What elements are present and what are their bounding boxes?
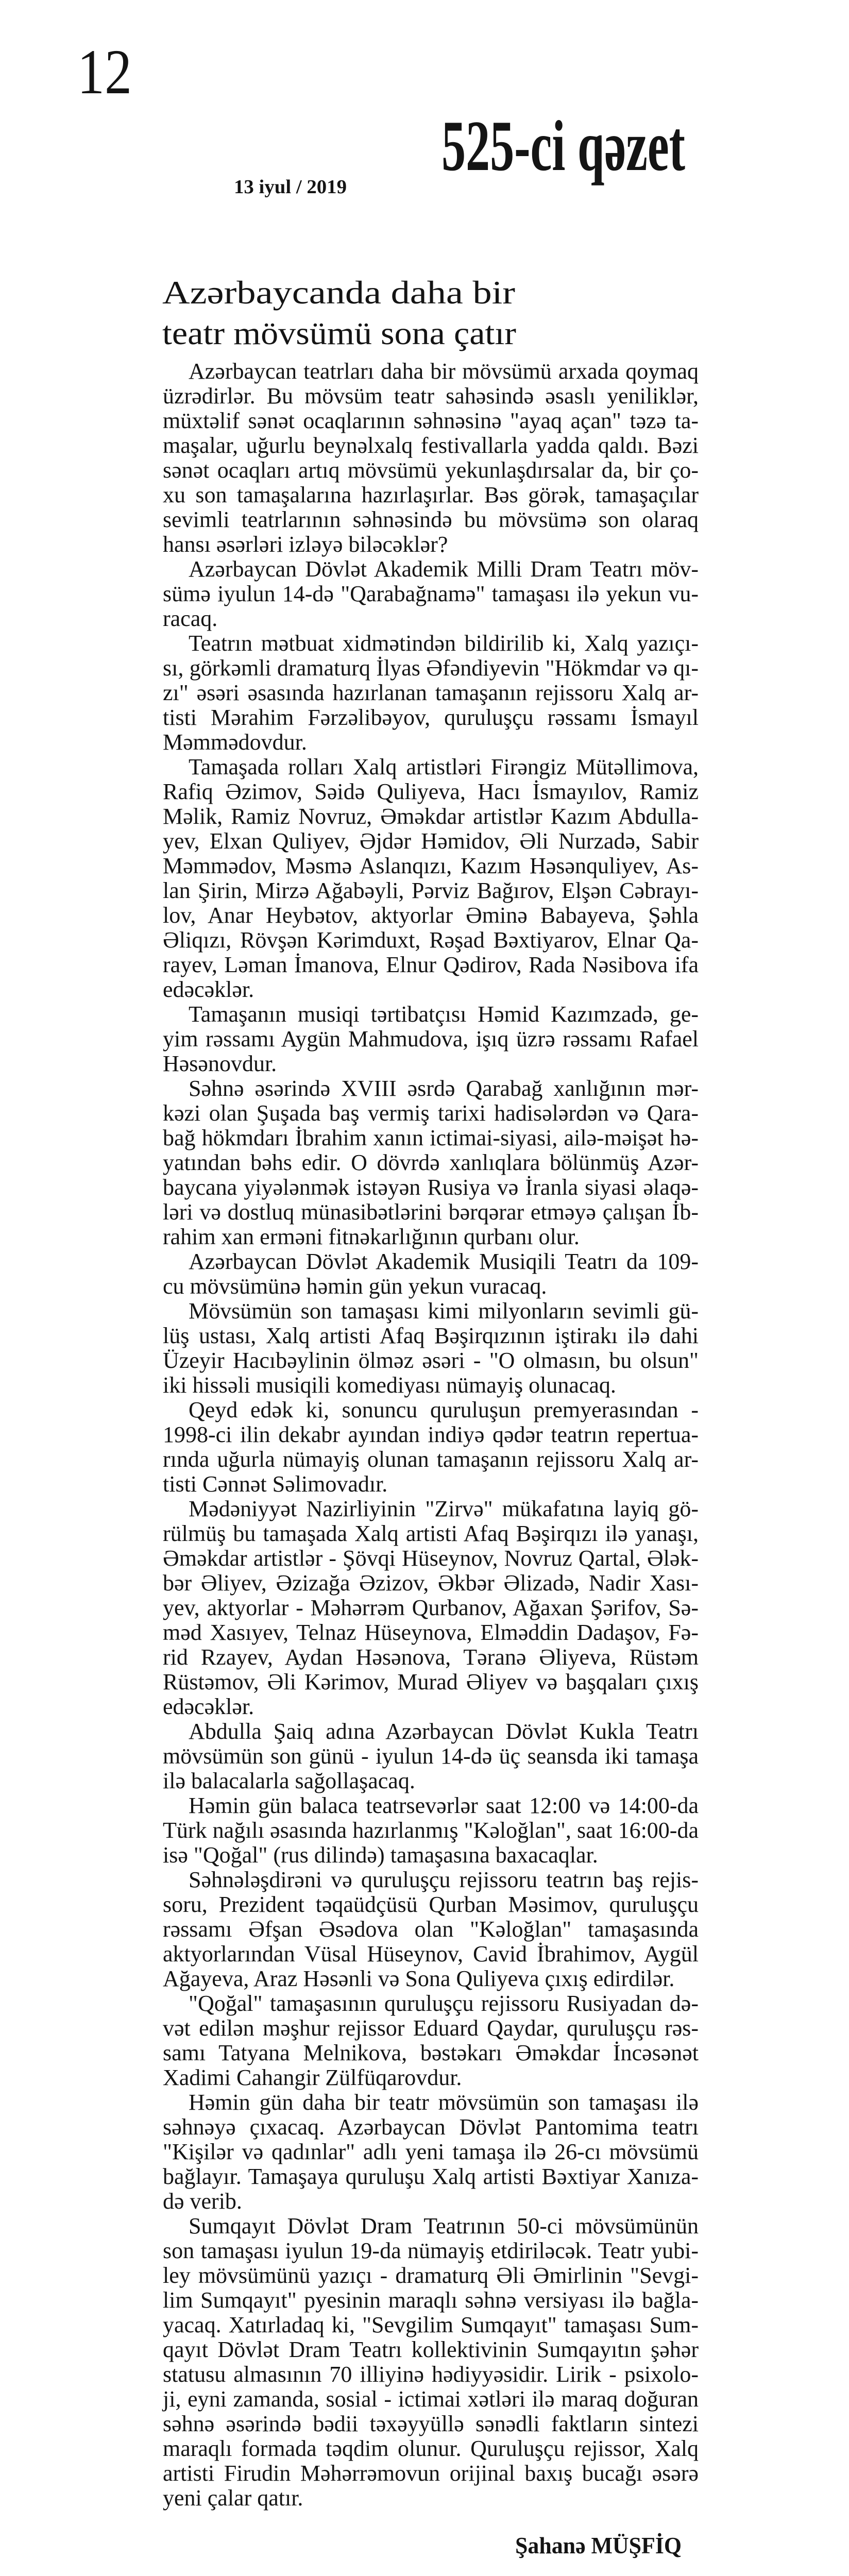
- paragraph-line: Səhnələşdirəni və quruluşçu rejissoru teatrın baş rejis-: [189, 1867, 699, 1892]
- article-paragraph: [163, 1991, 699, 2090]
- paragraph-line: hansı əsərləri izləyə biləcəklər?: [163, 532, 448, 557]
- paragraph-line: Qeyd edək ki, sonuncu quruluşun premyerasından -: [189, 1397, 699, 1422]
- paragraph-line: Tamaşada rolları Xalq artistləri Firəngiz Mütəllimova,: [189, 754, 699, 779]
- paragraph-line: vət edilən məşhur rejissor Eduard Qaydar, quruluşçu rəs-: [163, 2015, 699, 2041]
- paragraph-line: samı Tatyana Melnikova, bəstəkarı Əməkdar İncəsənət: [163, 2040, 699, 2065]
- paragraph-line: "Qoğal" tamaşasının quruluşçu rejissoru Rusiyadan də-: [189, 1991, 699, 2016]
- paragraph-line: Məmmədovdur.: [163, 730, 307, 755]
- page-number: 12: [77, 37, 132, 107]
- paragraph-line: rid Rzayev, Aydan Həsənova, Təranə Əliyeva, Rüstəm: [163, 1645, 699, 1670]
- paragraph-line: tisti Cənnət Səlimovadır.: [163, 1471, 388, 1497]
- paragraph-line: Abdulla Şaiq adına Azərbaycan Dövlət Kukla Teatrı: [189, 1719, 699, 1744]
- paragraph-line: sümə iyulun 14-də "Qarabağnamə" tamaşası ilə yekun vu-: [163, 581, 699, 606]
- paragraph-line: bağ hökmdarı İbrahim xanın ictimai-siyasi, ailə-məişət hə-: [163, 1125, 699, 1150]
- paragraph-line: məd Xasıyev, Telnaz Hüseynova, Elməddin Dadaşov, Fə-: [163, 1620, 699, 1645]
- paragraph-line: rahim xan erməni fitnəkarlığının qurbanı olur.: [163, 1224, 580, 1249]
- paragraph-line: üzrədirlər. Bu mövsüm teatr sahəsində əsaslı yeniliklər,: [163, 383, 699, 409]
- paragraph-line: lan Şirin, Mirzə Ağabəyli, Pərviz Bağırov, Elşən Cəbrayı-: [163, 878, 699, 903]
- paragraph-line: ji, eyni zamanda, sosial - ictimai xətləri ilə maraq doğuran: [163, 2386, 699, 2412]
- paragraph-line: qayıt Dövlət Dram Teatrı kollektivinin Sumqayıtın şəhər: [163, 2337, 699, 2362]
- paragraph-line: maşalar, uğurlu beynəlxalq festivallarla yadda qaldı. Bəzi: [163, 433, 699, 458]
- paragraph-line: Ağayeva, Araz Həsənli və Sona Quliyeva çıxış edirdilər.: [163, 1966, 675, 1991]
- paragraph-line: səhnəyə çıxacaq. Azərbaycan Dövlət Pantomima teatrı: [163, 2114, 699, 2140]
- paragraph-line: racaq.: [163, 606, 218, 631]
- newspaper-masthead: 525-ci qəzet: [442, 106, 685, 186]
- paragraph-line: səhnə əsərində bədii təxəyyüllə sənədli faktların sintezi: [163, 2411, 699, 2436]
- paragraph-line: Azərbaycan teatrları daha bir mövsümü arxada qoymaq: [189, 359, 699, 384]
- paragraph-line: yacaq. Xatırladaq ki, "Sevgilim Sumqayıt" tamaşası Sum-: [163, 2312, 699, 2337]
- paragraph-line: maraqlı formada təqdim olunur. Quruluşçu rejissor, Xalq: [163, 2436, 699, 2461]
- paragraph-line: də verib.: [163, 2189, 242, 2214]
- paragraph-line: iki hissəli musiqili komediyası nümayiş olunacaq.: [163, 1372, 616, 1398]
- paragraph-line: soru, Prezident təqaüdçüsü Qurban Məsimov, quruluşçu: [163, 1892, 699, 1917]
- paragraph-line: baycana yiyələnmək istəyən Rusiya və İranla siyasi əlaqə-: [163, 1175, 699, 1200]
- paragraph-line: Tamaşanın musiqi tərtibatçısı Həmid Kazımzadə, ge-: [189, 1002, 699, 1027]
- paragraph-line: yev, Elxan Quliyev, Əjdər Həmidov, Əli Nurzadə, Sabir: [163, 828, 699, 854]
- paragraph-line: kəzi olan Şuşada baş vermiş tarixi hadisələrdən və Qara-: [163, 1100, 699, 1126]
- paragraph-line: Səhnə əsərində XVIII əsrdə Qarabağ xanlığının mər-: [189, 1076, 699, 1101]
- paragraph-line: rəssamı Əfşan Əsədova olan "Kəloğlan" tamaşasında: [163, 1917, 699, 1942]
- paragraph-line: mövsümün son günü - iyulun 14-də üç seansda iki tamaşa: [163, 1743, 699, 1769]
- paragraph-line: rayev, Ləman İmanova, Elnur Qədirov, Rada Nəsibova ifa: [163, 952, 699, 977]
- article-paragraph: [163, 1497, 699, 1719]
- paragraph-line: Əliqızı, Rövşən Kərimduxt, Rəşad Bəxtiyarov, Elnar Qa-: [163, 927, 699, 953]
- paragraph-line: Xadimi Cahangir Zülfüqarovdur.: [163, 2065, 462, 2090]
- article-paragraph: [163, 1398, 699, 1497]
- article-paragraph: [163, 1076, 699, 1249]
- paragraph-line: bağlayır. Tamaşaya quruluşu Xalq artisti Bəxtiyar Xanıza-: [163, 2164, 699, 2189]
- article-paragraph: [163, 1299, 699, 1398]
- paragraph-line: sevimli teatrlarının səhnəsində bu mövsümə son olaraq: [163, 507, 699, 532]
- paragraph-line: 1998-ci ilin dekabr ayından indiyə qədər teatrın repertua-: [163, 1422, 699, 1447]
- article-paragraph: [163, 755, 699, 1002]
- paragraph-line: Teatrın mətbuat xidmətindən bildirilib ki, Xalq yazıçı-: [189, 631, 699, 656]
- paragraph-line: tisti Mərahim Fərzəlibəyov, quruluşçu rəssamı İsmayıl: [163, 705, 699, 730]
- article-paragraph: [163, 2090, 699, 2214]
- paragraph-line: Mövsümün son tamaşası kimi milyonların sevimli gü-: [189, 1298, 699, 1324]
- article-paragraph: [163, 631, 699, 755]
- paragraph-line: ləri və dostluq münasibətlərini bərqərar etməyə çalışan İb-: [163, 1199, 699, 1225]
- issue-date: 13 iyul / 2019: [234, 176, 347, 198]
- article-paragraph: [163, 2214, 699, 2511]
- paragraph-line: zı" əsəri əsasında hazırlanan tamaşanın rejissoru Xalq ar-: [163, 680, 699, 705]
- paragraph-line: Türk nağılı əsasında hazırlanmış "Kəloğlan", saat 16:00-da: [163, 1818, 699, 1843]
- paragraph-line: edəcəklər.: [163, 1694, 254, 1719]
- paragraph-line: bər Əliyev, Əzizağa Əzizov, Əkbər Əlizadə, Nadir Xası-: [163, 1570, 699, 1596]
- paragraph-line: cu mövsümünə həmin gün yekun vuracaq.: [163, 1274, 547, 1299]
- article-paragraph: [163, 1793, 699, 1868]
- paragraph-line: Azərbaycan Dövlət Akademik Musiqili Teatrı da 109-: [189, 1249, 699, 1274]
- paragraph-line: "Kişilər və qadınlar" adlı yeni tamaşa ilə 26-cı mövsümü: [163, 2139, 699, 2164]
- paragraph-line: edəcəklər.: [163, 977, 254, 1002]
- paragraph-line: Mədəniyyət Nazirliyinin "Zirvə" mükafatına layiq gö-: [189, 1496, 699, 1521]
- paragraph-line: aktyorlarından Vüsal Hüseynov, Cavid İbrahimov, Aygül: [163, 1941, 699, 1967]
- article-paragraph: [163, 359, 699, 557]
- paragraph-line: ley mövsümünü yazıçı - dramaturq Əli Əmirlinin "Sevgi-: [163, 2263, 699, 2288]
- article-body: [163, 359, 699, 2511]
- paragraph-line: sənət ocaqları artıq mövsümü yekunlaşdırsalar da, bir ço-: [163, 457, 699, 483]
- paragraph-line: yev, aktyorlar - Məhərrəm Qurbanov, Ağaxan Şərifov, Sə-: [163, 1595, 699, 1620]
- paragraph-line: yatından bəhs edir. O dövrdə xanlıqlara bölünmüş Azər-: [163, 1150, 699, 1175]
- paragraph-line: lov, Anar Heybətov, aktyorlar Əminə Babayeva, Şəhla: [163, 903, 699, 928]
- paragraph-line: Məmmədov, Məsmə Aslanqızı, Kazım Həsənquliyev, As-: [163, 853, 699, 878]
- article-paragraph: [163, 1868, 699, 1991]
- article-paragraph: [163, 557, 699, 631]
- paragraph-line: Məlik, Ramiz Novruz, Əməkdar artistlər Kazım Abdulla-: [163, 804, 699, 829]
- paragraph-line: Həmin gün daha bir teatr mövsümün son tamaşası ilə: [189, 2090, 699, 2115]
- paragraph-line: isə "Qoğal" (rus dilində) tamaşasına baxacaqlar.: [163, 1842, 598, 1868]
- paragraph-line: Həsənovdur.: [163, 1051, 277, 1076]
- article-byline: Şahanə MÜŞFİQ: [515, 2532, 682, 2558]
- paragraph-line: müxtəlif sənət ocaqlarının səhnəsinə "ayaq açan" təzə ta-: [163, 408, 699, 433]
- article-paragraph: [163, 1719, 699, 1793]
- paragraph-line: statusu almasının 70 illiyinə hədiyyəsidir. Lirik - psixolo-: [163, 2362, 699, 2387]
- paragraph-line: Rüstəmov, Əli Kərimov, Murad Əliyev və başqaları çıxış: [163, 1669, 699, 1694]
- paragraph-line: Azərbaycan Dövlət Akademik Milli Dram Teatrı möv-: [189, 556, 699, 582]
- article-paragraph: [163, 1002, 699, 1076]
- paragraph-line: rülmüş bu tamaşada Xalq artisti Afaq Bəşirqızı ilə yanaşı,: [163, 1521, 699, 1546]
- article-headline: [162, 272, 516, 353]
- paragraph-line: yim rəssamı Aygün Mahmudova, işıq üzrə rəssamı Rafael: [163, 1026, 699, 1052]
- paragraph-line: Həmin gün balaca teatrsevərlər saat 12:00 və 14:00-da: [189, 1793, 699, 1818]
- paragraph-line: yeni çalar qatır.: [163, 2485, 303, 2511]
- paragraph-line: Rafiq Əzimov, Səidə Quliyeva, Hacı İsmayılov, Ramiz: [163, 779, 699, 804]
- paragraph-line: sı, görkəmli dramaturq İlyas Əfəndiyevin "Hökmdar və qı-: [163, 655, 699, 681]
- headline-line: teatr mövsümü sona çatır: [162, 315, 516, 351]
- paragraph-line: Sumqayıt Dövlət Dram Teatrının 50-ci mövsümünün: [189, 2213, 699, 2239]
- paragraph-line: xu son tamaşalarına hazırlaşırlar. Bəs görək, tamaşaçılar: [163, 482, 699, 507]
- paragraph-line: Əməkdar artistlər - Şövqi Hüseynov, Novruz Qartal, Ələk-: [163, 1546, 699, 1571]
- paragraph-line: lüş ustası, Xalq artisti Afaq Bəşirqızının iştirakı ilə dahi: [163, 1323, 699, 1348]
- paragraph-line: rında uğurla nümayiş olunan tamaşanın rejissoru Xalq ar-: [163, 1447, 699, 1472]
- article-paragraph: [163, 1249, 699, 1299]
- headline-line: Azərbaycanda daha bir: [162, 274, 515, 311]
- paragraph-line: Üzeyir Hacıbəylinin ölməz əsəri - "O olmasın, bu olsun": [163, 1348, 699, 1373]
- paragraph-line: lim Sumqayıt" pyesinin maraqlı səhnə versiyası ilə bağla-: [163, 2287, 699, 2313]
- paragraph-line: ilə balacalarla sağollaşacaq.: [163, 1768, 415, 1793]
- paragraph-line: artisti Firudin Məhərrəmovun orijinal baxış bucağı əsərə: [163, 2461, 699, 2486]
- paragraph-line: son tamaşası iyulun 19-da nümayiş etdiriləcək. Teatr yubi-: [163, 2238, 699, 2263]
